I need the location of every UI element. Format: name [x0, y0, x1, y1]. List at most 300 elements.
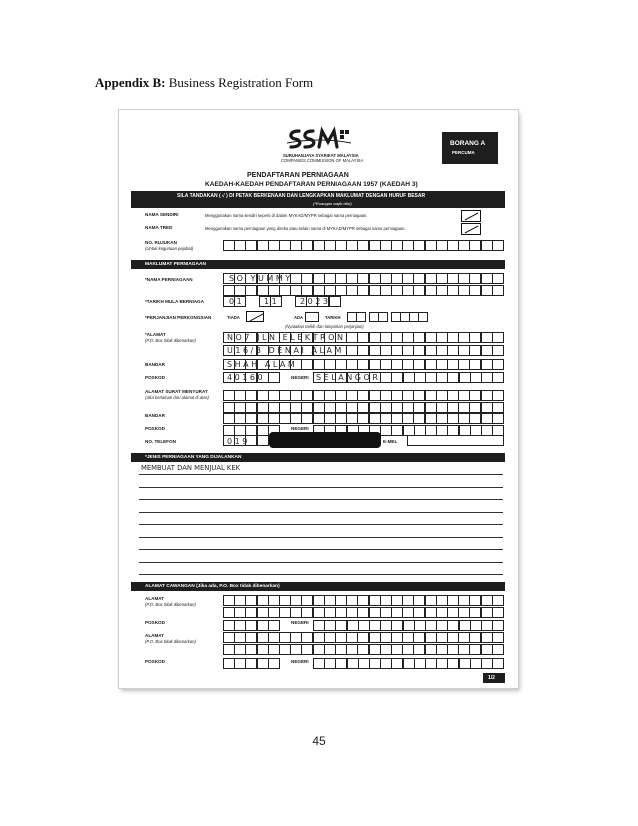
char-box[interactable] — [324, 658, 336, 669]
char-box[interactable] — [402, 359, 414, 370]
char-box[interactable] — [324, 595, 336, 606]
char-box[interactable] — [458, 240, 470, 251]
char-box[interactable] — [313, 240, 325, 251]
char-box[interactable] — [257, 607, 269, 618]
char-box[interactable] — [492, 607, 504, 618]
char-box[interactable] — [313, 285, 325, 296]
char-box[interactable] — [301, 359, 313, 370]
char-box[interactable] — [380, 595, 392, 606]
char-box[interactable] — [369, 413, 381, 424]
char-box[interactable] — [279, 595, 291, 606]
char-box[interactable] — [347, 620, 359, 631]
char-box[interactable] — [245, 607, 257, 618]
char-box[interactable] — [436, 607, 448, 618]
char-box[interactable] — [290, 632, 302, 643]
char-box[interactable] — [279, 390, 291, 401]
char-box[interactable] — [290, 285, 302, 296]
char-box[interactable] — [481, 620, 493, 631]
char-box[interactable] — [380, 644, 392, 655]
writing-line[interactable] — [139, 524, 503, 525]
char-box[interactable] — [425, 345, 437, 356]
char-box[interactable] — [346, 607, 358, 618]
char-box[interactable] — [257, 402, 269, 413]
char-box[interactable] — [447, 620, 459, 631]
char-box[interactable] — [313, 658, 325, 669]
char-box[interactable] — [458, 402, 470, 413]
char-box[interactable] — [223, 632, 235, 643]
char-box[interactable] — [335, 632, 347, 643]
char-box[interactable] — [245, 632, 257, 643]
char-box[interactable] — [223, 658, 235, 669]
char-box[interactable] — [313, 607, 325, 618]
char-box[interactable] — [447, 413, 459, 424]
char-box[interactable] — [357, 390, 369, 401]
char-box[interactable] — [469, 285, 481, 296]
char-box[interactable] — [245, 413, 257, 424]
char-box[interactable] — [268, 372, 280, 383]
char-box[interactable] — [369, 359, 381, 370]
char-box[interactable] — [279, 285, 291, 296]
char-box[interactable] — [391, 285, 403, 296]
char-box[interactable] — [425, 359, 437, 370]
char-box[interactable] — [369, 595, 381, 606]
char-box[interactable] — [245, 390, 257, 401]
char-box[interactable] — [335, 658, 347, 669]
char-box[interactable] — [492, 285, 504, 296]
char-box[interactable] — [459, 658, 471, 669]
char-box[interactable] — [403, 620, 415, 631]
char-box[interactable] — [301, 390, 313, 401]
char-box[interactable] — [391, 372, 403, 383]
writing-line[interactable] — [139, 537, 503, 538]
char-box[interactable] — [279, 644, 291, 655]
char-box[interactable] — [324, 390, 336, 401]
char-box[interactable] — [324, 359, 336, 370]
char-box[interactable] — [335, 359, 347, 370]
char-box[interactable] — [290, 413, 302, 424]
char-box[interactable] — [223, 413, 235, 424]
char-box[interactable] — [436, 372, 448, 383]
char-box[interactable] — [391, 644, 403, 655]
char-box[interactable] — [469, 632, 481, 643]
char-box[interactable] — [458, 595, 470, 606]
char-box[interactable] — [245, 402, 257, 413]
char-box[interactable] — [257, 644, 269, 655]
char-box[interactable] — [313, 359, 325, 370]
char-box[interactable] — [458, 390, 470, 401]
char-box[interactable] — [425, 240, 437, 251]
char-box[interactable] — [369, 658, 381, 669]
char-box[interactable] — [223, 240, 235, 251]
writing-line[interactable] — [139, 549, 503, 550]
char-box[interactable] — [356, 312, 366, 322]
char-box[interactable] — [279, 402, 291, 413]
char-box[interactable] — [402, 273, 414, 284]
char-box[interactable] — [358, 658, 370, 669]
nama-tred-checkbox[interactable] — [461, 223, 481, 235]
char-box[interactable] — [470, 372, 482, 383]
char-box[interactable] — [469, 345, 481, 356]
char-box[interactable] — [436, 285, 448, 296]
char-box[interactable] — [329, 296, 341, 307]
char-box[interactable] — [458, 632, 470, 643]
char-box[interactable] — [380, 620, 392, 631]
char-box[interactable] — [357, 240, 369, 251]
char-box[interactable] — [380, 607, 392, 618]
char-box[interactable] — [425, 644, 437, 655]
char-box[interactable] — [481, 273, 493, 284]
char-box[interactable] — [369, 607, 381, 618]
char-box[interactable] — [436, 345, 448, 356]
char-box[interactable] — [418, 312, 428, 322]
char-box[interactable] — [357, 273, 369, 284]
char-box[interactable] — [223, 620, 235, 631]
char-box[interactable] — [492, 413, 504, 424]
char-box[interactable] — [223, 644, 235, 655]
char-box[interactable] — [391, 620, 403, 631]
char-box[interactable] — [436, 644, 448, 655]
char-box[interactable] — [357, 413, 369, 424]
char-box[interactable] — [436, 402, 448, 413]
char-box[interactable] — [369, 332, 381, 343]
char-box[interactable] — [245, 644, 257, 655]
char-box[interactable] — [324, 607, 336, 618]
char-box[interactable] — [234, 658, 246, 669]
char-box[interactable] — [391, 390, 403, 401]
char-box[interactable] — [481, 632, 493, 643]
char-box[interactable] — [380, 273, 392, 284]
char-box[interactable] — [402, 413, 414, 424]
char-box[interactable] — [447, 273, 459, 284]
char-box[interactable] — [268, 285, 280, 296]
emel-box[interactable] — [407, 435, 504, 446]
writing-line[interactable] — [139, 474, 503, 475]
char-box[interactable] — [447, 644, 459, 655]
char-box[interactable] — [413, 240, 425, 251]
char-box[interactable] — [391, 595, 403, 606]
char-box[interactable] — [425, 620, 437, 631]
char-box[interactable] — [425, 273, 437, 284]
char-box[interactable] — [425, 372, 437, 383]
char-box[interactable] — [436, 332, 448, 343]
char-box[interactable] — [234, 285, 246, 296]
char-box[interactable] — [245, 595, 257, 606]
char-box[interactable] — [380, 658, 392, 669]
char-box[interactable] — [369, 620, 381, 631]
char-box[interactable] — [447, 402, 459, 413]
char-box[interactable] — [391, 413, 403, 424]
char-box[interactable] — [391, 332, 403, 343]
char-box[interactable] — [413, 607, 425, 618]
char-box[interactable] — [402, 632, 414, 643]
char-box[interactable] — [425, 402, 437, 413]
char-box[interactable] — [403, 658, 415, 669]
char-box[interactable] — [357, 607, 369, 618]
char-box[interactable] — [481, 372, 493, 383]
char-box[interactable] — [234, 620, 246, 631]
char-box[interactable] — [324, 285, 336, 296]
char-box[interactable] — [234, 595, 246, 606]
writing-line[interactable] — [139, 574, 503, 575]
char-box[interactable] — [413, 632, 425, 643]
char-box[interactable] — [357, 632, 369, 643]
char-box[interactable] — [469, 359, 481, 370]
char-box[interactable] — [492, 345, 504, 356]
char-box[interactable] — [403, 372, 415, 383]
char-box[interactable] — [492, 273, 504, 284]
char-box[interactable] — [357, 285, 369, 296]
char-box[interactable] — [436, 390, 448, 401]
char-box[interactable] — [290, 644, 302, 655]
char-box[interactable] — [492, 390, 504, 401]
char-box[interactable] — [290, 240, 302, 251]
char-box[interactable] — [469, 240, 481, 251]
char-box[interactable] — [301, 413, 313, 424]
char-box[interactable] — [459, 372, 471, 383]
char-box[interactable] — [313, 402, 325, 413]
char-box[interactable] — [414, 658, 426, 669]
char-box[interactable] — [470, 620, 482, 631]
char-box[interactable] — [391, 658, 403, 669]
char-box[interactable] — [257, 435, 269, 446]
char-box[interactable] — [492, 595, 504, 606]
char-box[interactable] — [223, 390, 235, 401]
char-box[interactable] — [357, 332, 369, 343]
char-box[interactable] — [391, 345, 403, 356]
char-box[interactable] — [425, 595, 437, 606]
char-box[interactable] — [458, 285, 470, 296]
char-box[interactable] — [290, 607, 302, 618]
char-box[interactable] — [402, 390, 414, 401]
char-box[interactable] — [469, 595, 481, 606]
char-box[interactable] — [436, 240, 448, 251]
char-box[interactable] — [335, 413, 347, 424]
char-box[interactable] — [447, 332, 459, 343]
char-box[interactable] — [492, 332, 504, 343]
char-box[interactable] — [268, 620, 280, 631]
char-box[interactable] — [380, 372, 392, 383]
char-box[interactable] — [268, 390, 280, 401]
char-box[interactable] — [234, 607, 246, 618]
char-box[interactable] — [447, 658, 459, 669]
char-box[interactable] — [481, 402, 493, 413]
char-box[interactable] — [346, 359, 358, 370]
char-box[interactable] — [257, 240, 269, 251]
char-box[interactable] — [380, 359, 392, 370]
char-box[interactable] — [402, 332, 414, 343]
char-box[interactable] — [492, 620, 504, 631]
char-box[interactable] — [391, 359, 403, 370]
char-box[interactable] — [369, 402, 381, 413]
char-box[interactable] — [481, 413, 493, 424]
char-box[interactable] — [380, 345, 392, 356]
char-box[interactable] — [481, 345, 493, 356]
char-box[interactable] — [413, 332, 425, 343]
char-box[interactable] — [492, 240, 504, 251]
char-box[interactable] — [301, 632, 313, 643]
char-box[interactable] — [413, 285, 425, 296]
char-box[interactable] — [447, 607, 459, 618]
char-box[interactable] — [413, 413, 425, 424]
char-box[interactable] — [346, 332, 358, 343]
char-box[interactable] — [402, 402, 414, 413]
char-box[interactable] — [223, 285, 235, 296]
char-box[interactable] — [335, 390, 347, 401]
char-box[interactable] — [335, 644, 347, 655]
char-box[interactable] — [469, 390, 481, 401]
char-box[interactable] — [380, 402, 392, 413]
char-box[interactable] — [436, 632, 448, 643]
char-box[interactable] — [492, 359, 504, 370]
char-box[interactable] — [313, 644, 325, 655]
char-box[interactable] — [346, 632, 358, 643]
char-box[interactable] — [346, 644, 358, 655]
char-box[interactable] — [402, 607, 414, 618]
char-box[interactable] — [481, 658, 493, 669]
char-box[interactable] — [301, 644, 313, 655]
char-box[interactable] — [492, 372, 504, 383]
char-box[interactable] — [324, 273, 336, 284]
char-box[interactable] — [380, 425, 392, 436]
char-box[interactable] — [436, 658, 448, 669]
char-box[interactable] — [402, 345, 414, 356]
char-box[interactable] — [413, 390, 425, 401]
char-box[interactable] — [268, 413, 280, 424]
char-box[interactable] — [257, 632, 269, 643]
char-box[interactable] — [481, 285, 493, 296]
char-box[interactable] — [413, 359, 425, 370]
char-box[interactable] — [346, 285, 358, 296]
char-box[interactable] — [378, 312, 388, 322]
char-box[interactable] — [268, 658, 280, 669]
char-box[interactable] — [357, 359, 369, 370]
char-box[interactable] — [268, 607, 280, 618]
char-box[interactable] — [425, 413, 437, 424]
char-box[interactable] — [257, 285, 269, 296]
char-box[interactable] — [223, 402, 235, 413]
char-box[interactable] — [324, 632, 336, 643]
char-box[interactable] — [391, 607, 403, 618]
char-box[interactable] — [245, 620, 257, 631]
char-box[interactable] — [223, 607, 235, 618]
nama-sendiri-checkbox[interactable] — [461, 210, 481, 222]
char-box[interactable] — [380, 240, 392, 251]
char-box[interactable] — [458, 332, 470, 343]
char-box[interactable] — [481, 240, 493, 251]
char-box[interactable] — [279, 413, 291, 424]
char-box[interactable] — [447, 372, 459, 383]
char-box[interactable] — [402, 644, 414, 655]
char-box[interactable] — [458, 607, 470, 618]
char-box[interactable] — [469, 273, 481, 284]
char-box[interactable] — [301, 607, 313, 618]
char-box[interactable] — [492, 644, 504, 655]
char-box[interactable] — [335, 595, 347, 606]
char-box[interactable] — [301, 273, 313, 284]
char-box[interactable] — [234, 644, 246, 655]
char-box[interactable] — [301, 240, 313, 251]
char-box[interactable] — [425, 658, 437, 669]
char-box[interactable] — [469, 402, 481, 413]
char-box[interactable] — [346, 345, 358, 356]
char-box[interactable] — [245, 240, 257, 251]
char-box[interactable] — [313, 273, 325, 284]
char-box[interactable] — [301, 402, 313, 413]
char-box[interactable] — [279, 240, 291, 251]
char-box[interactable] — [357, 644, 369, 655]
char-box[interactable] — [458, 359, 470, 370]
char-box[interactable] — [268, 595, 280, 606]
char-box[interactable] — [234, 240, 246, 251]
char-box[interactable] — [413, 402, 425, 413]
char-box[interactable] — [234, 390, 246, 401]
char-box[interactable] — [257, 620, 269, 631]
char-box[interactable] — [414, 620, 426, 631]
char-box[interactable] — [313, 390, 325, 401]
char-box[interactable] — [414, 372, 426, 383]
char-box[interactable] — [369, 285, 381, 296]
char-box[interactable] — [436, 413, 448, 424]
char-box[interactable] — [492, 658, 504, 669]
char-box[interactable] — [369, 345, 381, 356]
char-box[interactable] — [436, 273, 448, 284]
char-box[interactable] — [447, 390, 459, 401]
char-box[interactable] — [425, 285, 437, 296]
perjanjian-tiada-checkbox[interactable] — [246, 311, 264, 322]
char-box[interactable] — [223, 595, 235, 606]
char-box[interactable] — [481, 332, 493, 343]
char-box[interactable] — [346, 595, 358, 606]
char-box[interactable] — [481, 607, 493, 618]
char-box[interactable] — [234, 402, 246, 413]
char-box[interactable] — [324, 644, 336, 655]
char-box[interactable] — [234, 413, 246, 424]
char-box[interactable] — [469, 413, 481, 424]
char-box[interactable] — [492, 632, 504, 643]
char-box[interactable] — [458, 644, 470, 655]
char-box[interactable] — [369, 632, 381, 643]
char-box[interactable] — [391, 240, 403, 251]
char-box[interactable] — [347, 658, 359, 669]
char-box[interactable] — [268, 644, 280, 655]
char-box[interactable] — [357, 402, 369, 413]
char-box[interactable] — [346, 402, 358, 413]
char-box[interactable] — [346, 413, 358, 424]
char-box[interactable] — [346, 390, 358, 401]
char-box[interactable] — [425, 332, 437, 343]
char-box[interactable] — [458, 345, 470, 356]
char-box[interactable] — [358, 620, 370, 631]
char-box[interactable] — [436, 359, 448, 370]
perjanjian-ada-checkbox[interactable] — [305, 312, 319, 322]
char-box[interactable] — [380, 285, 392, 296]
writing-line[interactable] — [139, 499, 503, 500]
char-box[interactable] — [459, 620, 471, 631]
char-box[interactable] — [313, 413, 325, 424]
char-box[interactable] — [369, 240, 381, 251]
char-box[interactable] — [402, 285, 414, 296]
char-box[interactable] — [481, 359, 493, 370]
char-box[interactable] — [380, 390, 392, 401]
char-box[interactable] — [447, 632, 459, 643]
char-box[interactable] — [279, 632, 291, 643]
char-box[interactable] — [469, 332, 481, 343]
char-box[interactable] — [380, 332, 392, 343]
char-box[interactable] — [425, 390, 437, 401]
char-box[interactable] — [481, 644, 493, 655]
char-box[interactable] — [290, 595, 302, 606]
char-box[interactable] — [447, 240, 459, 251]
